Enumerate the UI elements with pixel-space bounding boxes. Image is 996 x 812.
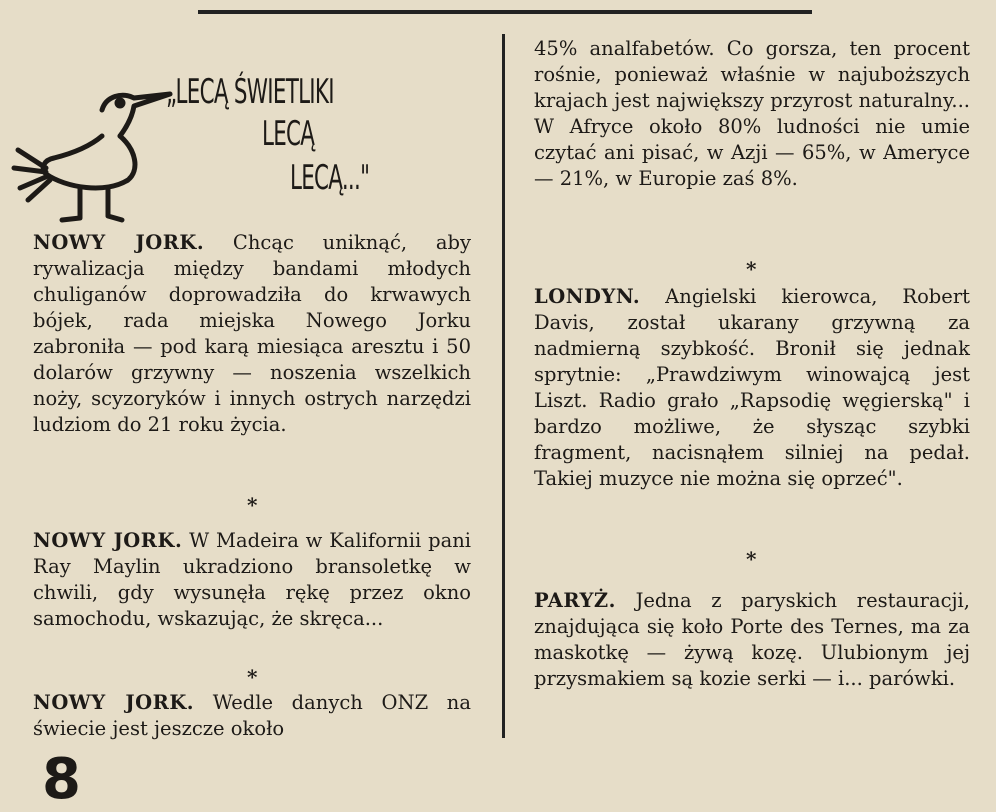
star-separator: * — [247, 665, 258, 689]
article-text: W Madeira w Kalifornii pani Ray Maylin ukradziono bransoletkę w chwili, gdy wysunęła rękę przez okno samochodu, wskazując, że skręca... — [33, 529, 471, 630]
column-rule — [502, 34, 505, 738]
article-paragraph — [33, 690, 471, 742]
star-separator: * — [746, 257, 757, 281]
article-paragraph — [534, 588, 970, 692]
headline-line-1: „LECĄ ŚWIETLIKI — [166, 72, 334, 112]
article-text: Angielski kierowca, Robert Davis, został ukarany grzywną za nadmierną szybkość. Bronił się jednak sprytnie: „Prawdziwym winowajcą jest Liszt. Radio grało „Rapsodię węgierską" i bardzo możliwe, że słysząc szybki fragment, nacisnąłem silniej na pedał. Takiej muzyce nie można się oprzeć". — [534, 285, 970, 490]
star-separator: * — [746, 547, 757, 571]
headline — [160, 72, 420, 212]
top-rule — [198, 10, 812, 14]
article-city: PARYŻ. — [534, 589, 616, 612]
article-paragraph — [534, 36, 970, 192]
article-text: Wedle danych ONZ na świecie jest jeszcze około — [33, 691, 471, 740]
article-paragraph — [534, 284, 970, 492]
article-paragraph — [33, 230, 471, 438]
article-city: NOWY JORK. — [33, 529, 183, 552]
headline-line-2: LECĄ — [262, 114, 315, 154]
page-number: 8 — [42, 747, 81, 812]
article-paragraph — [33, 528, 471, 632]
article-city: NOWY JORK. — [33, 691, 195, 714]
article-city: NOWY JORK. — [33, 231, 205, 254]
headline-line-3: LECĄ..." — [290, 158, 370, 198]
article-text: 45% analfabetów. Co gorsza, ten procent rośnie, ponieważ właśnie w najuboższych krajach jest największy przyrost naturalny... W Afryce około 80% ludności nie umie czytać ani pisać, w Azji — 65%, w Ameryce — 21%, w Europie zaś 8%. — [534, 37, 970, 190]
article-city: LONDYN. — [534, 285, 641, 308]
article-text: Chcąc uniknąć, aby rywalizacja między bandami młodych chuliganów doprowadziła do krwawych bójek, rada miejska Nowego Jorku zabroniła — pod karą miesiąca aresztu i 50 dolarów grzywny — noszenia wszelkich noży, scyzoryków i innych ostrych narzędzi ludziom do 21 roku życia. — [33, 231, 471, 436]
article-text: Jedna z paryskich restauracji, znajdująca się koło Porte des Ternes, ma za maskotkę — żywą kozę. Ulubionym jej przysmakiem są kozie serki — i... parówki. — [534, 589, 970, 690]
star-separator: * — [247, 493, 258, 517]
